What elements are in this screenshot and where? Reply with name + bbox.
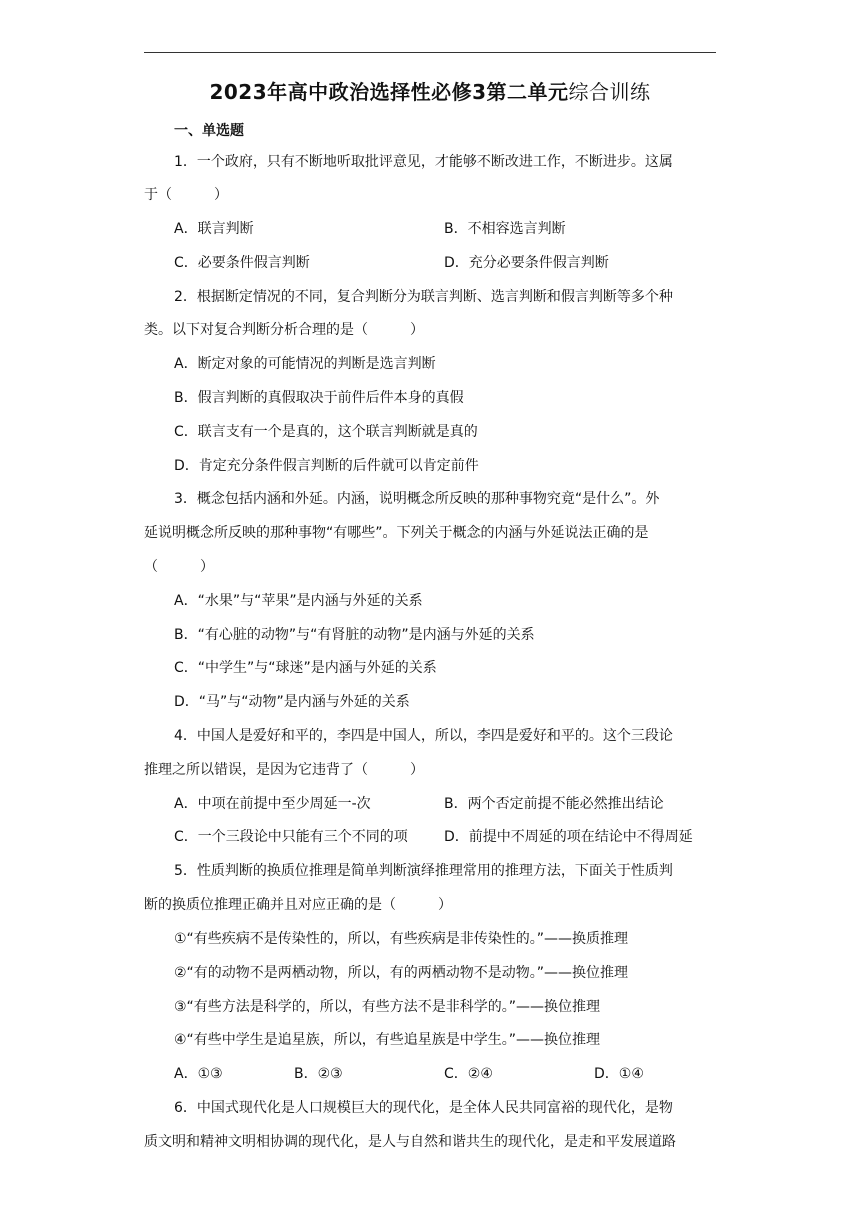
q3-option-d: D．“马”与“动物”是内涵与外延的关系 [174, 694, 410, 710]
q6-stem-line1: 6．中国式现代化是人口规模巨大的现代化，是全体人民共同富裕的现代化，是物 [174, 1100, 673, 1116]
q5-statement-4: ④“有些中学生是追星族，所以，有些追星族是中学生。”——换位推理 [174, 1032, 601, 1048]
title-bold: 2023年高中政治选择性必修3第二单元 [209, 80, 569, 104]
q1-stem-line2: 于（ ） [144, 187, 228, 203]
q5-statement-3: ③“有些方法是科学的，所以，有些方法不是非科学的。”——换位推理 [174, 999, 601, 1015]
q4-option-c: C．一个三段论中只能有三个不同的项 [174, 829, 408, 845]
q3-option-c: C．“中学生”与“球迷”是内涵与外延的关系 [174, 660, 437, 676]
section-heading: 一、单选题 [174, 123, 244, 139]
q5-statement-2: ②“有的动物不是两栖动物，所以，有的两栖动物不是动物。”——换位推理 [174, 965, 629, 981]
q1-option-a: A．联言判断 [174, 221, 254, 237]
q4-option-a: A．中项在前提中至少周延一-次 [174, 796, 371, 812]
q5-statement-1: ①“有些疾病不是传染性的，所以，有些疾病是非传染性的。”——换质推理 [174, 931, 629, 947]
q5-option-b: B．②③ [294, 1066, 343, 1082]
q5-option-d: D．①④ [594, 1066, 644, 1082]
q5-stem-line2: 断的换质位推理正确并且对应正确的是（ ） [144, 897, 452, 913]
q2-stem-line1: 2．根据断定情况的不同，复合判断分为联言判断、选言判断和假言判断等多个种 [174, 289, 673, 305]
document-title [0, 76, 860, 105]
q2-stem-line2: 类。以下对复合判断分析合理的是（ ） [144, 322, 424, 338]
q4-stem-line1: 4．中国人是爱好和平的，李四是中国人，所以，李四是爱好和平的。这个三段论 [174, 728, 673, 744]
q3-stem-line1: 3．概念包括内涵和外延。内涵，说明概念所反映的那种事物究竟“是什么”。外 [174, 491, 660, 507]
q4-stem-line2: 推理之所以错误，是因为它违背了（ ） [144, 762, 424, 778]
q3-stem-line2: 延说明概念所反映的那种事物“有哪些”。下列关于概念的内涵与外延说法正确的是 [144, 525, 649, 541]
q4-option-d: D．前提中不周延的项在结论中不得周延 [444, 829, 693, 845]
q3-stem-line3: （ ） [144, 559, 214, 575]
q5-option-c: C．②④ [444, 1066, 493, 1082]
q2-option-d: D．肯定充分条件假言判断的后件就可以肯定前件 [174, 458, 479, 474]
q2-option-b: B．假言判断的真假取决于前件后件本身的真假 [174, 390, 464, 406]
q1-option-b: B．不相容选言判断 [444, 221, 566, 237]
q2-option-c: C．联言支有一个是真的，这个联言判断就是真的 [174, 424, 478, 440]
title-light: 综合训练 [568, 80, 651, 104]
q6-stem-line2: 质文明和精神文明相协调的现代化，是人与自然和谐共生的现代化，是走和平发展道路 [144, 1134, 676, 1150]
q3-option-b: B．“有心脏的动物”与“有肾脏的动物”是内涵与外延的关系 [174, 627, 535, 643]
q1-stem-line1: 1．一个政府，只有不断地听取批评意见，才能够不断改进工作，不断进步。这属 [174, 154, 673, 170]
q2-option-a: A．断定对象的可能情况的判断是选言判断 [174, 356, 436, 372]
q5-option-a: A．①③ [174, 1066, 223, 1082]
q1-option-d: D．充分必要条件假言判断 [444, 255, 609, 271]
q5-stem-line1: 5．性质判断的换质位推理是简单判断演绎推理常用的推理方法，下面关于性质判 [174, 863, 673, 879]
q4-option-b: B．两个否定前提不能必然推出结论 [444, 796, 664, 812]
q1-option-c: C．必要条件假言判断 [174, 255, 310, 271]
q3-option-a: A．“水果”与“苹果”是内涵与外延的关系 [174, 593, 423, 609]
header-rule [144, 52, 716, 53]
